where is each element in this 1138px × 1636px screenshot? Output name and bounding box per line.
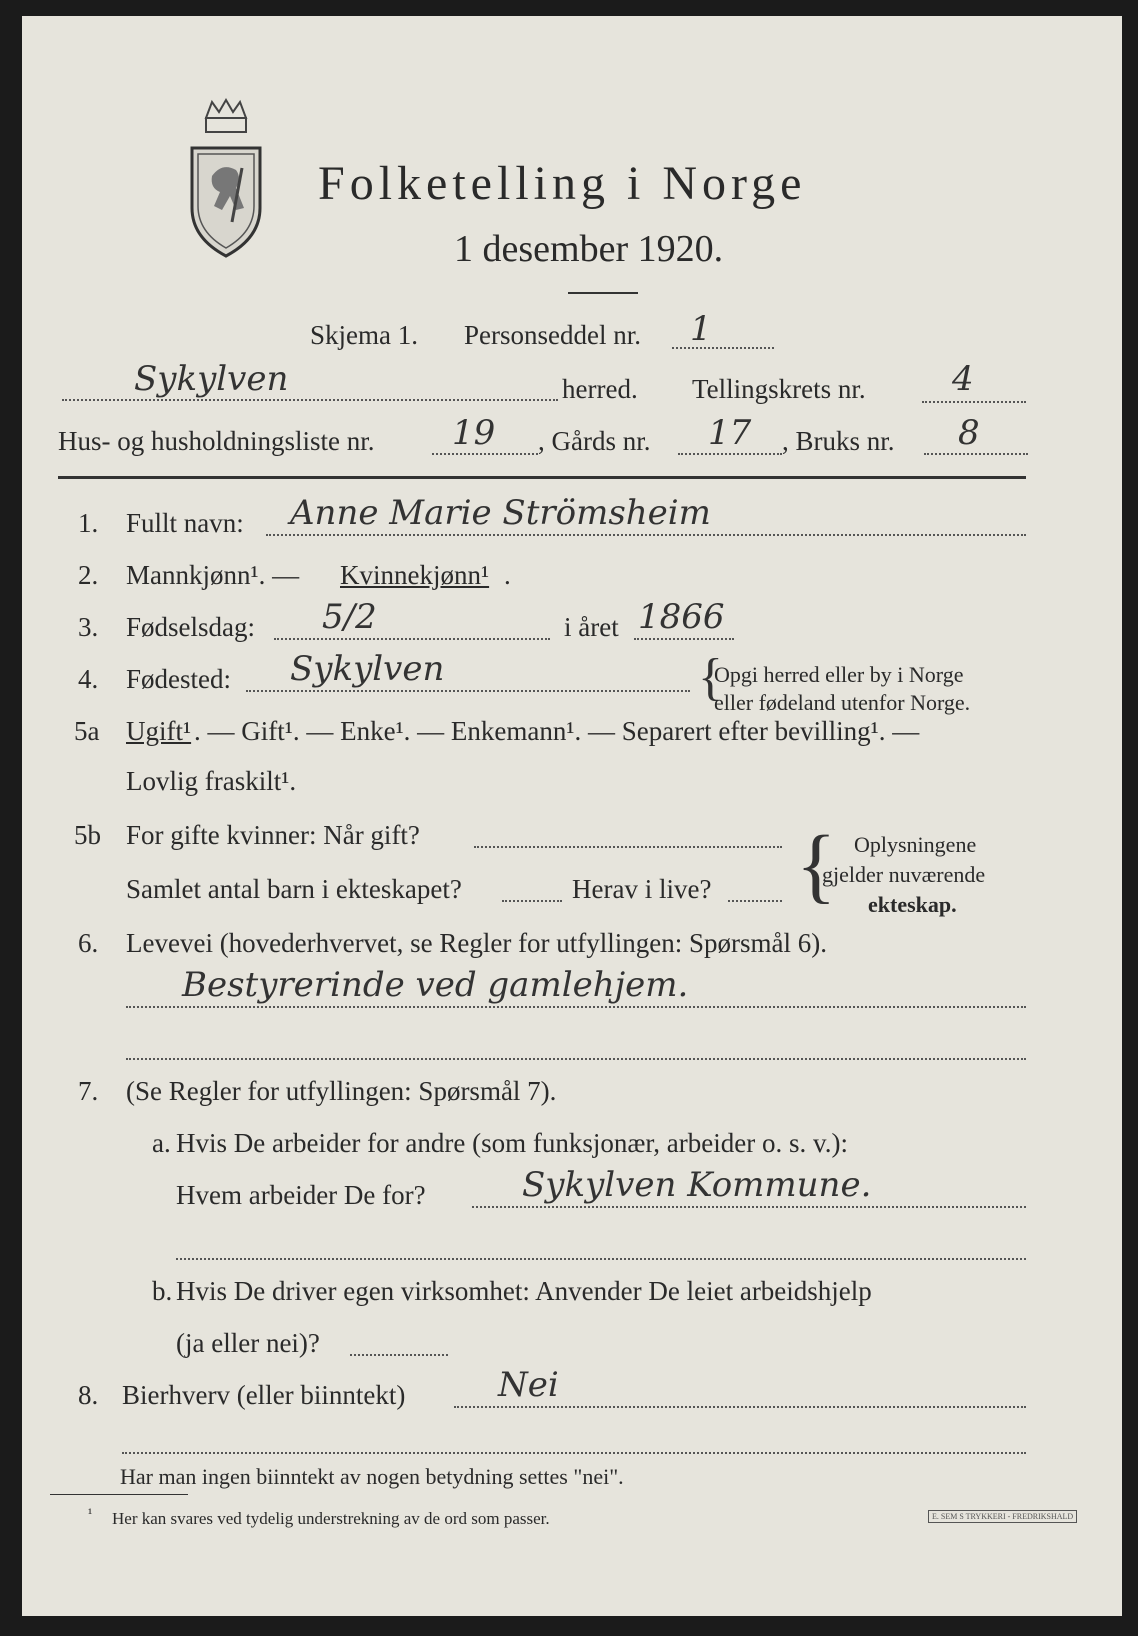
q7a-line-2 [176, 1258, 1026, 1260]
q4-note-line-1: Opgi herred eller by i Norge [714, 662, 964, 687]
q8-label: Bierhverv (eller biinntekt) [122, 1380, 406, 1410]
q3-label: Fødselsdag: [126, 612, 256, 642]
q7a-letter: a. [152, 1128, 171, 1158]
q4-line [246, 690, 690, 692]
q8-line-2 [122, 1452, 1026, 1454]
header-rule [58, 476, 1026, 479]
q7a-value: Sykylven Kommune. [522, 1165, 872, 1205]
q5a-line-2: Lovlig fraskilt¹. [126, 766, 297, 796]
herred-label: herred. [562, 374, 638, 404]
q5b-note-line-2: gjelder nuværende [822, 862, 986, 887]
q2-number: 2. [78, 560, 99, 590]
q6-line-1 [126, 1006, 1026, 1008]
q6-label: Levevei (hovederhvervet, se Regler for utfyllingen: Spørsmål 6). [126, 928, 828, 958]
q3-line [274, 638, 550, 640]
q6-number: 6. [78, 928, 99, 958]
tellingskrets-line [922, 401, 1026, 403]
q5b-note-brace: { [796, 819, 837, 912]
q7b-line [350, 1354, 448, 1356]
bruks-value: 8 [958, 413, 980, 453]
footnote-rule [50, 1494, 188, 1495]
q5b-note-line-3: ekteskap. [868, 892, 957, 917]
form-date: 1 desember 1920. [454, 228, 724, 270]
q3-number: 3. [78, 612, 99, 642]
q5b-note-line-1: Oplysningene [854, 832, 977, 857]
footnote-text: Her kan svares ved tydelig understrekning av de ord som passer. [112, 1509, 550, 1528]
personseddel-line [672, 347, 774, 349]
q7-label: (Se Regler for utfyllingen: Spørsmål 7). [126, 1076, 557, 1106]
q3-year-value: 1866 [638, 597, 725, 637]
gards-value: 17 [708, 413, 752, 453]
q8-value: Nei [498, 1365, 559, 1405]
q6-line-2 [126, 1058, 1026, 1060]
bruks-label: , Bruks nr. [782, 426, 895, 456]
q1-line [266, 534, 1026, 536]
q7b-yesno-label: (ja eller nei)? [176, 1328, 320, 1358]
q5b-children-line [502, 900, 562, 902]
q5b-alive-line [728, 900, 782, 902]
q7-number: 7. [78, 1076, 99, 1106]
gards-line [678, 453, 782, 455]
q3-value: 5/2 [322, 597, 377, 637]
husliste-line [432, 453, 538, 455]
tellingskrets-label: Tellingskrets nr. [692, 374, 866, 404]
q4-label: Fødested: [126, 664, 231, 694]
q1-value: Anne Marie Strömsheim [290, 493, 711, 533]
q3-year-line [634, 638, 734, 640]
q5b-label: For gifte kvinner: Når gift? [126, 820, 420, 850]
q7b-letter: b. [152, 1276, 173, 1306]
bruks-line [924, 453, 1028, 455]
husliste-value: 19 [452, 413, 496, 453]
q8-number: 8. [78, 1380, 99, 1410]
q4-number: 4. [78, 664, 99, 694]
q2-male-option: Mannkjønn¹. — [126, 560, 300, 590]
personseddel-label: Personseddel nr. [464, 320, 641, 350]
q5b-alive-label: Herav i live? [572, 874, 712, 904]
title-divider [568, 292, 638, 294]
q5b-number: 5b [74, 820, 101, 850]
q4-value: Sykylven [290, 649, 445, 689]
footer-note: Har man ingen biinntekt av nogen betydning settes "nei". [120, 1464, 624, 1489]
q8-line-1 [454, 1406, 1026, 1408]
q6-value: Bestyrerinde ved gamlehjem. [182, 965, 689, 1005]
q5b-married-line [474, 846, 782, 848]
q7a-text: Hvis De arbeider for andre (som funksjonær, arbeider o. s. v.): [176, 1128, 848, 1158]
gards-label: , Gårds nr. [538, 426, 651, 456]
q4-note-brace: { [698, 649, 723, 706]
q2-female-option: Kvinnekjønn¹ [340, 560, 490, 590]
q1-label: Fullt navn: [126, 508, 244, 538]
q7a-line-1 [472, 1206, 1026, 1208]
q3-year-label: i året [564, 612, 619, 642]
q5a-ugift-option: Ugift¹ [126, 716, 192, 746]
q5a-other-options: . — Gift¹. — Enke¹. — Enkemann¹. — Separert efter bevilling¹. — [194, 716, 920, 746]
q2-end: . [504, 560, 511, 590]
q5a-number: 5a [74, 716, 100, 746]
skjema-label: Skjema 1. [310, 320, 418, 350]
herred-value: Sykylven [134, 359, 289, 399]
tellingskrets-value: 4 [952, 359, 974, 399]
census-form-page [22, 16, 1122, 1616]
q1-number: 1. [78, 508, 99, 538]
coat-of-arms-icon [186, 98, 266, 258]
q4-note-line-2: eller fødeland utenfor Norge. [714, 690, 971, 715]
printer-stamp: E. SEM S TRYKKERI - FREDRIKSHALD [928, 1510, 1077, 1523]
husliste-label: Hus- og husholdningsliste nr. [58, 426, 375, 456]
personseddel-value: 1 [690, 309, 712, 349]
footnote-mark: ¹ [88, 1507, 93, 1522]
q7b-text: Hvis De driver egen virksomhet: Anvender De leiet arbeidshjelp [176, 1276, 872, 1306]
q7a-who-label: Hvem arbeider De for? [176, 1180, 426, 1210]
herred-line [62, 399, 558, 401]
form-title: Folketelling i Norge [318, 157, 807, 210]
q5b-children-label: Samlet antal barn i ekteskapet? [126, 874, 462, 904]
